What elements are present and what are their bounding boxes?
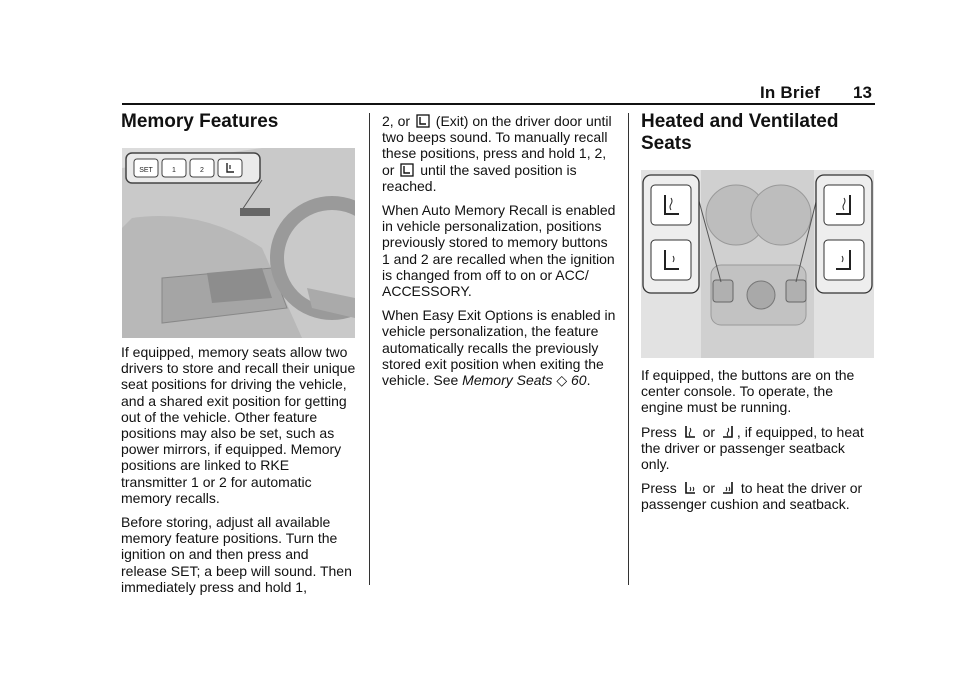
memory-p1: If equipped, memory seats allow two drivers to store and recall their unique seat positions for driving the vehicle, and a shared exit position for getting out of the vehicle. Other feature positions may also be set, such as power mirrors, if equipped. Memory positions are linked to RKE transmitter 1 or 2 for automatic memory recalls. bbox=[121, 344, 356, 506]
column-divider-1 bbox=[369, 113, 370, 585]
memory-buttons-figure bbox=[122, 148, 355, 338]
center-console-figure bbox=[641, 170, 874, 358]
btn-1-label: 1 bbox=[172, 167, 176, 174]
btn-set-label: SET bbox=[139, 167, 153, 174]
xref-arrow: ◇ bbox=[556, 372, 568, 389]
heated-seatback-icon bbox=[683, 425, 697, 439]
memory-seats-xref[interactable]: Memory Seats bbox=[462, 372, 553, 389]
column-divider-2 bbox=[628, 113, 629, 585]
heated-p2: Press or , if equipped, to heat the driver or passenger seatback only. bbox=[641, 423, 864, 473]
easy-exit-p: When Easy Exit Options is enabled in vehicle personalization, the feature automatically recalls the previously stored exit position when exiting the vehicle. See Memory Seats ◇ 60. bbox=[382, 307, 616, 389]
section-title: In Brief bbox=[760, 83, 821, 102]
heated-seat-icon bbox=[683, 481, 697, 495]
seat-exit-icon bbox=[416, 114, 430, 128]
heated-p1: If equipped, the buttons are on the center console. To operate, the engine must be running. bbox=[641, 367, 855, 416]
btn-2-label: 2 bbox=[200, 167, 204, 174]
memory-p2: Before storing, adjust all available memory feature positions. Turn the ignition on and then press and release SET; a beep will sound. Then immediately press and hold 1, bbox=[121, 514, 352, 595]
header-rule bbox=[122, 103, 875, 105]
heated-seats-heading: Heated and Ventilated Seats bbox=[641, 111, 839, 154]
page-number: 13 bbox=[853, 83, 872, 102]
heated-seatback-icon bbox=[721, 425, 735, 439]
auto-memory-recall-p: When Auto Memory Recall is enabled in vehicle personalization, positions previously stored to memory buttons 1 and 2 are recalled when the ignition is changed from off to on or ACC/ ACCESSORY. bbox=[382, 202, 616, 300]
heated-p3: Press or to heat the driver or passenger cushion and seatback. bbox=[641, 480, 863, 513]
xref-page: 60 bbox=[570, 372, 587, 389]
heated-seat-icon bbox=[721, 481, 735, 495]
memory-continued-p1: 2, or (Exit) on the driver door until two beeps sound. To manually recall these positions, press and hold 1, 2, or until the saved position is reached. bbox=[382, 113, 612, 194]
memory-features-heading: Memory Features bbox=[121, 111, 279, 132]
seat-exit-icon bbox=[400, 163, 414, 177]
